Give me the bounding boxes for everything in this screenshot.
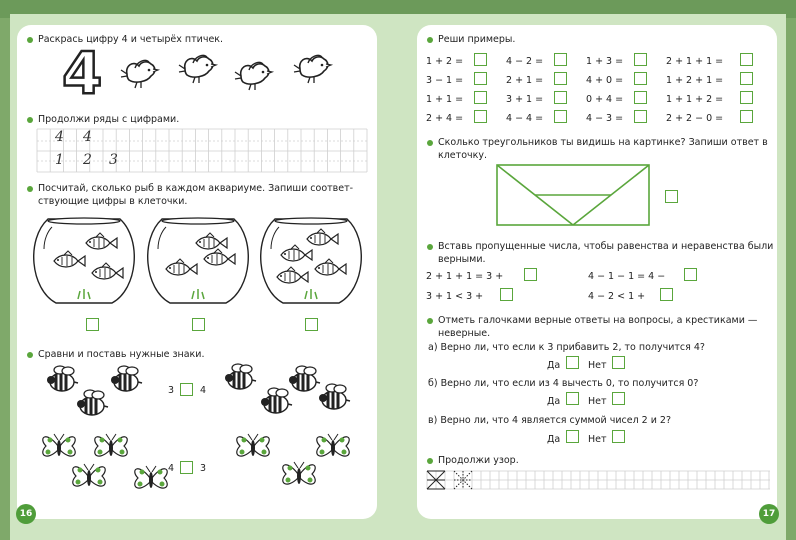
task-missing-instruction-2: верными. [438, 254, 486, 265]
example-expression: 0 + 4 = [586, 94, 624, 105]
task-pattern-instruction: Продолжи узор. [438, 455, 519, 466]
example-expression: 4 − 4 = [506, 113, 544, 124]
example-expression: 3 + 1 = [506, 94, 544, 105]
row2-digit-3: 3 [109, 152, 118, 168]
bees-left-number: 3 [168, 385, 175, 396]
question-a: а) Верно ли, что если к 3 прибавить 2, то получится 4? [428, 342, 705, 353]
left-page-number: 16 [16, 504, 36, 524]
question-b-no-label: Нет [588, 396, 607, 407]
missing-item-2: 4 − 1 − 1 = 4 − [588, 271, 666, 282]
missing-item-3: 3 + 1 < 3 + [426, 291, 484, 302]
task-missing-instruction-1: Вставь пропущенные числа, чтобы равенства и неравенства были [438, 241, 774, 252]
example-expression: 4 − 2 = [506, 56, 544, 67]
example-expression: 3 − 1 = [426, 75, 464, 86]
question-c: в) Верно ли, что 4 является суммой чисел 2 и 2? [428, 415, 672, 426]
example-expression: 1 + 1 = [426, 94, 464, 105]
task-check-instruction-1: Отметь галочками верные ответы на вопросы, а крестиками — [438, 315, 758, 326]
butterflies-left-number: 4 [168, 463, 175, 474]
task-aquariums-instruction-1: Посчитай, сколько рыб в каждом аквариуме. Запиши соответ- [38, 183, 354, 194]
task-examples-instruction: Реши примеры. [438, 34, 516, 45]
task-triangles-instruction-2: клеточку. [438, 150, 487, 161]
task-aquariums-instruction-2: ствующие цифры в клеточки. [38, 196, 188, 207]
example-expression: 4 − 3 = [586, 113, 624, 124]
task-compare-instruction: Сравни и поставь нужные знаки. [38, 349, 205, 360]
missing-item-4: 4 − 2 < 1 + [588, 291, 646, 302]
task-rows-instruction: Продолжи ряды с цифрами. [38, 114, 180, 125]
example-expression: 2 + 1 + 1 = [666, 56, 724, 67]
example-expression: 1 + 1 + 2 = [666, 94, 724, 105]
question-b-yes-label: Да [547, 396, 561, 407]
big-digit-four[interactable]: 4 [62, 39, 103, 107]
example-expression: 1 + 2 + 1 = [666, 75, 724, 86]
example-expression: 2 + 2 − 0 = [666, 113, 724, 124]
task-check-instruction-2: неверные. [438, 328, 491, 339]
task-color-digit-instruction: Раскрась цифру 4 и четырёх птичек. [38, 34, 224, 45]
bees-right-number: 4 [200, 385, 207, 396]
question-a-no-label: Нет [588, 360, 607, 371]
question-c-no-label: Нет [588, 434, 607, 445]
question-c-yes-label: Да [547, 434, 561, 445]
row2-digit-2: 2 [83, 152, 92, 168]
example-expression: 1 + 2 = [426, 56, 464, 67]
question-b: б) Верно ли, что если из 4 вычесть 0, то получится 0? [428, 378, 699, 389]
row1-digit-2: 4 [83, 129, 92, 145]
task-triangles-instruction-1: Сколько треугольников ты видишь на картинке? Запиши ответ в [438, 137, 768, 148]
butterflies-right-number: 3 [200, 463, 207, 474]
row1-digit-1: 4 [55, 129, 64, 145]
example-expression: 1 + 3 = [586, 56, 624, 67]
question-a-yes-label: Да [547, 360, 561, 371]
right-page-number: 17 [759, 504, 779, 524]
example-expression: 2 + 4 = [426, 113, 464, 124]
example-expression: 2 + 1 = [506, 75, 544, 86]
missing-item-1: 2 + 1 + 1 = 3 + [426, 271, 504, 282]
example-expression: 4 + 0 = [586, 75, 624, 86]
row2-digit-1: 1 [55, 152, 64, 168]
